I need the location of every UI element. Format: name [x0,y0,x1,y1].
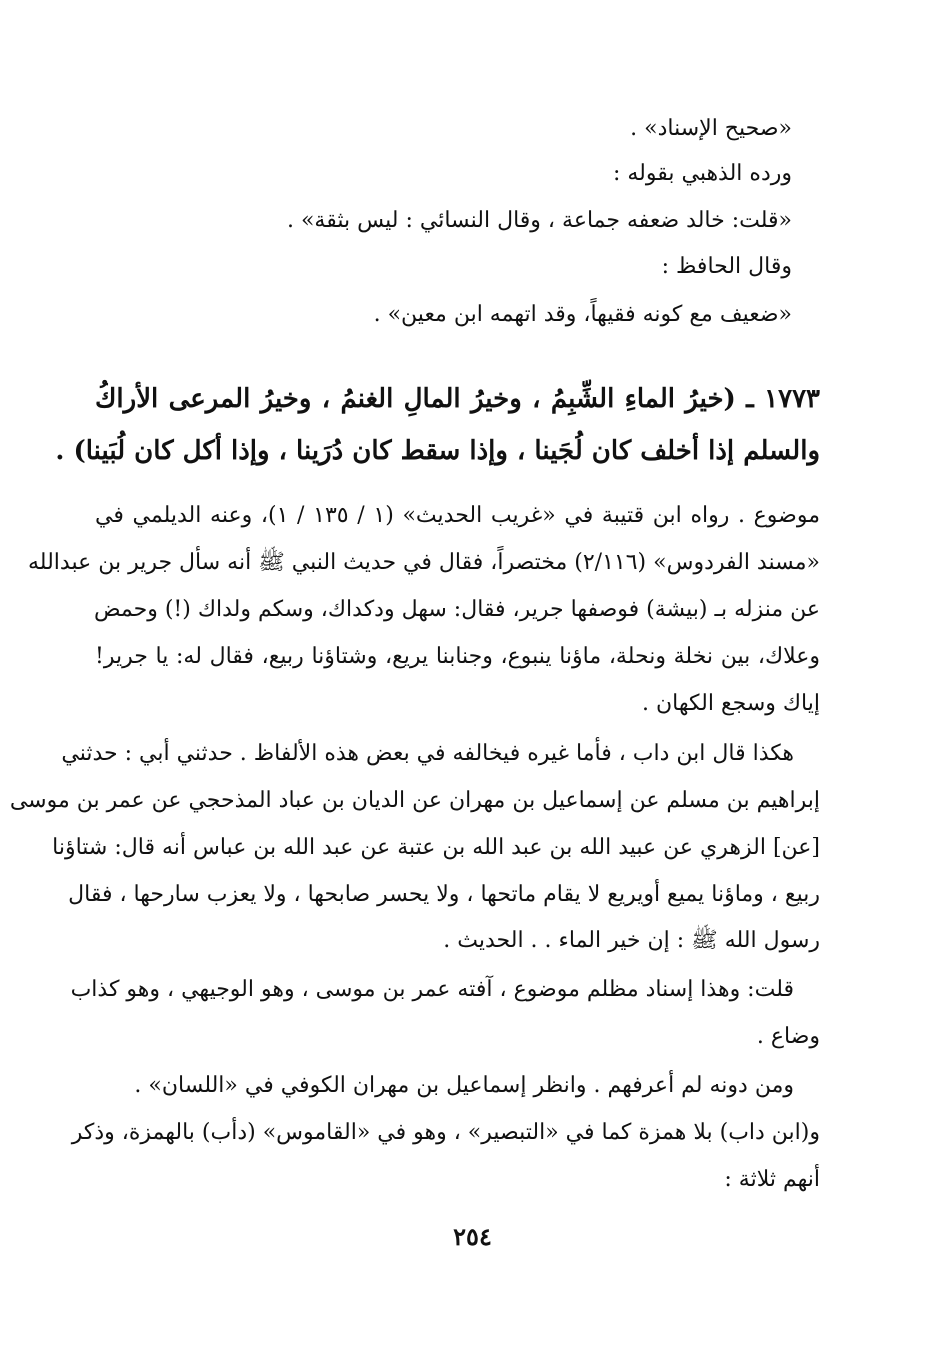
para2-line-1: هكذا قال ابن داب ، فأما غيره فيخالفه في بعض هذه الألفاظ . حدثني أبي : حدثني [61,741,794,766]
para1-line-4: وعلاك، بين نخلة ونحلة، ماؤنا ينبوع، وجنابنا يريع، وشتاؤنا ربيع، فقال له: يا جرير! [95,644,820,669]
para1-line-2: «مسند الفردوس» (٢/١١٦) مختصراً، فقال في حديث النبي ﷺ أنه سأل جرير بن عبدالله [28,550,820,575]
para2-line-4: ربيع ، وماؤنا يميع أويريع لا يقام ماتحها ، ولا يحسر صابحها ، ولا يعزب سارحها ، فقال [68,882,820,907]
para1-line-3: عن منزله بـ (بيشة) فوصفها جرير، فقال: سهل ودكداك، وسكم ولداك (!) وحمض [93,597,820,622]
para1-line-5: إياك وسجع الكهان . [642,691,820,716]
para2-line-2: إبراهيم بن مسلم عن إسماعيل بن مهران عن الديان بن عباد المذحجي عن عمر بن موسى [9,788,820,813]
hadith-heading-line-1: ١٧٧٣ ـ (خيرُ الماءِ الشِّبِمُ ، وخيرُ المالِ الغنمُ ، وخيرُ المرعى الأراكُ [95,384,820,414]
para5-line-2: أنهم ثلاثة : [724,1167,820,1192]
book-page [9,0,821,1355]
hadith-heading-line-2: والسلم إذا أخلف كان لُجَينا ، وإذا سقط كان دُرَينا ، وإذا أكل كان لُبَينا) . [55,436,820,466]
para2-line-3: [عن] الزهري عن عبيد الله بن عبد الله بن عتبة عن عبد الله بن عباس أنه قال: شتاؤنا [52,835,820,860]
quote-line-2: ورده الذهبي بقوله : [612,161,792,186]
quote-line-1: «صحيح الإسناد» . [630,116,792,141]
para5-line-1: و(ابن داب) بلا همزة كما في «التبصير» ، وهو في «القاموس» (دأب) بالهمزة، وذكر [71,1120,820,1145]
para3-line-1: قلت: وهذا إسناد مظلم موضوع ، آفته عمر بن موسى ، وهو الوجيهي ، وهو كذاب [70,977,794,1002]
para2-line-5: رسول الله ﷺ : إن خير الماء . . الحديث . [443,928,820,953]
para4-line-1: ومن دونه لم أعرفهم . وانظر إسماعيل بن مهران الكوفي في «اللسان» . [134,1073,794,1098]
para1-line-1: موضوع . رواه ابن قتيبة في «غريب الحديث» (١ / ١٣٥ / ١)، وعنه الديلمي في [95,503,821,528]
para3-line-2: وضاع . [756,1024,820,1049]
quote-line-3: «قلت: خالد ضعفه جماعة ، وقال النسائي : ليس بثقة» . [286,208,792,233]
quote-line-5: «ضعيف مع كونه فقيهاً، وقد اتهمه ابن معين» . [373,302,792,327]
page-number: ٢٥٤ [453,1222,492,1251]
quote-line-4: وقال الحافظ : [661,254,792,279]
